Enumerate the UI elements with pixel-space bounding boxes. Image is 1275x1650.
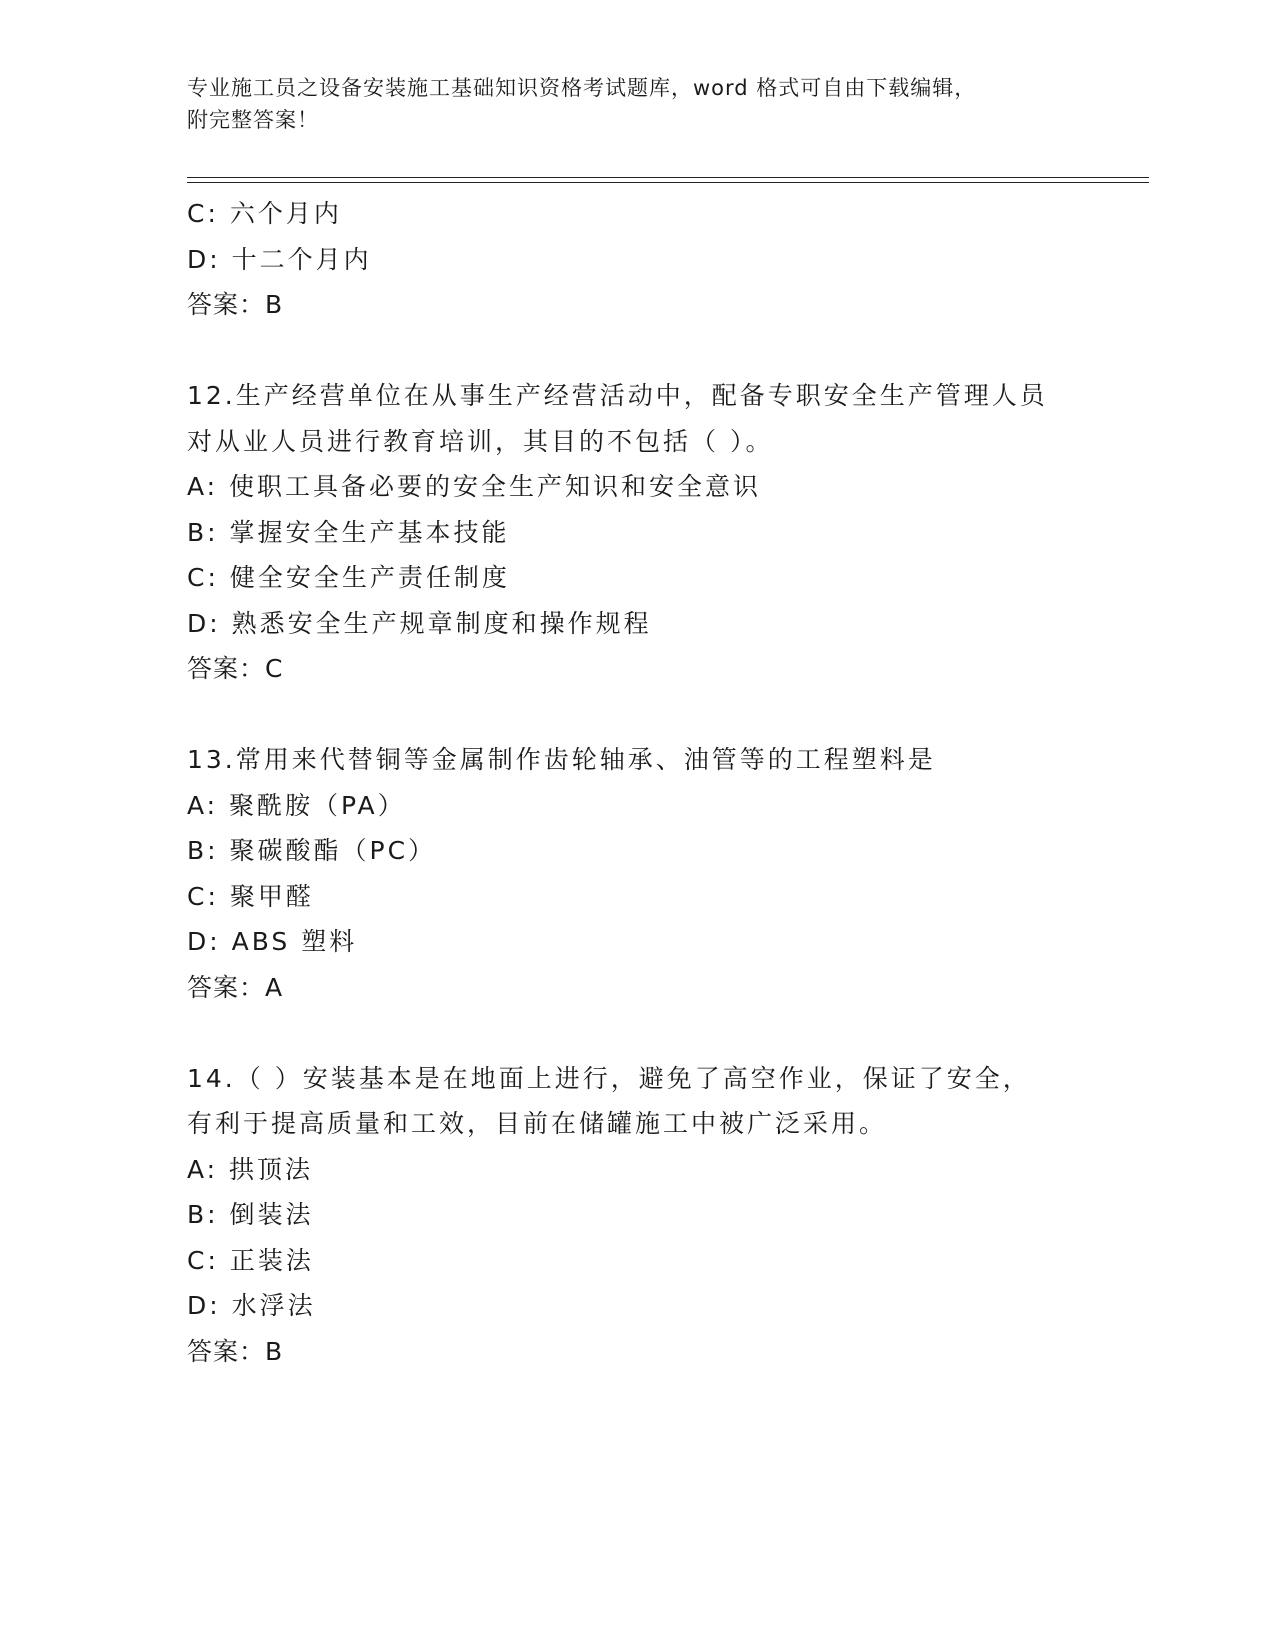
- option-a: A: 拱顶法: [187, 1154, 314, 1184]
- answer: 答案：B: [187, 1336, 284, 1366]
- question-stem: 14.（ ）安装基本是在地面上进行，避免了高空作业，保证了安全，: [187, 1063, 1031, 1093]
- question-12: [187, 373, 1107, 692]
- document-header: [187, 72, 1087, 136]
- option-b: B: 倒装法: [187, 1200, 314, 1229]
- spacer: [187, 1010, 1107, 1056]
- header-line-2: 附完整答案！: [187, 108, 319, 132]
- answer: 答案：B: [187, 290, 284, 319]
- question-stem-continued: 对从业人员进行教育培训，其目的不包括（ ）。: [187, 426, 774, 456]
- option-d: D: 十二个月内: [187, 244, 372, 274]
- option-d: D: 水浮法: [187, 1291, 316, 1320]
- option-c: C: 聚甲醛: [187, 881, 314, 911]
- header-divider-bottom: [187, 182, 1149, 183]
- question-stem-continued: 有利于提高质量和工效，目前在储罐施工中被广泛采用。: [187, 1109, 888, 1138]
- option-d: D: ABS 塑料: [187, 927, 358, 956]
- spacer: [187, 328, 1107, 374]
- option-c: C: 健全安全生产责任制度: [187, 563, 510, 592]
- option-b: B: 聚碳酸酯（PC）: [187, 836, 437, 865]
- answer: 答案：C: [187, 654, 284, 683]
- option-c: C: 六个月内: [187, 199, 342, 228]
- question-13: [187, 737, 1107, 1010]
- question-stem: 13.常用来代替铜等金属制作齿轮轴承、油管等的工程塑料是: [187, 745, 936, 774]
- question-stem: 12.生产经营单位在从事生产经营活动中，配备专职安全生产管理人员: [187, 381, 1048, 410]
- option-c: C: 正装法: [187, 1245, 314, 1275]
- spacer: [187, 692, 1107, 738]
- question-14: [187, 1056, 1107, 1375]
- question-11-tail: [187, 191, 1107, 328]
- header-divider-top: [187, 177, 1149, 178]
- header-line-1: 专业施工员之设备安装施工基础知识资格考试题库，word 格式可自由下载编辑，: [187, 76, 977, 100]
- option-a: A: 聚酰胺（PA）: [187, 790, 406, 820]
- answer: 答案：A: [187, 972, 284, 1002]
- option-b: B: 掌握安全生产基本技能: [187, 517, 510, 547]
- option-d: D: 熟悉安全生产规章制度和操作规程: [187, 608, 652, 638]
- option-a: A: 使职工具备必要的安全生产知识和安全意识: [187, 472, 762, 501]
- question-list: [187, 191, 1107, 1374]
